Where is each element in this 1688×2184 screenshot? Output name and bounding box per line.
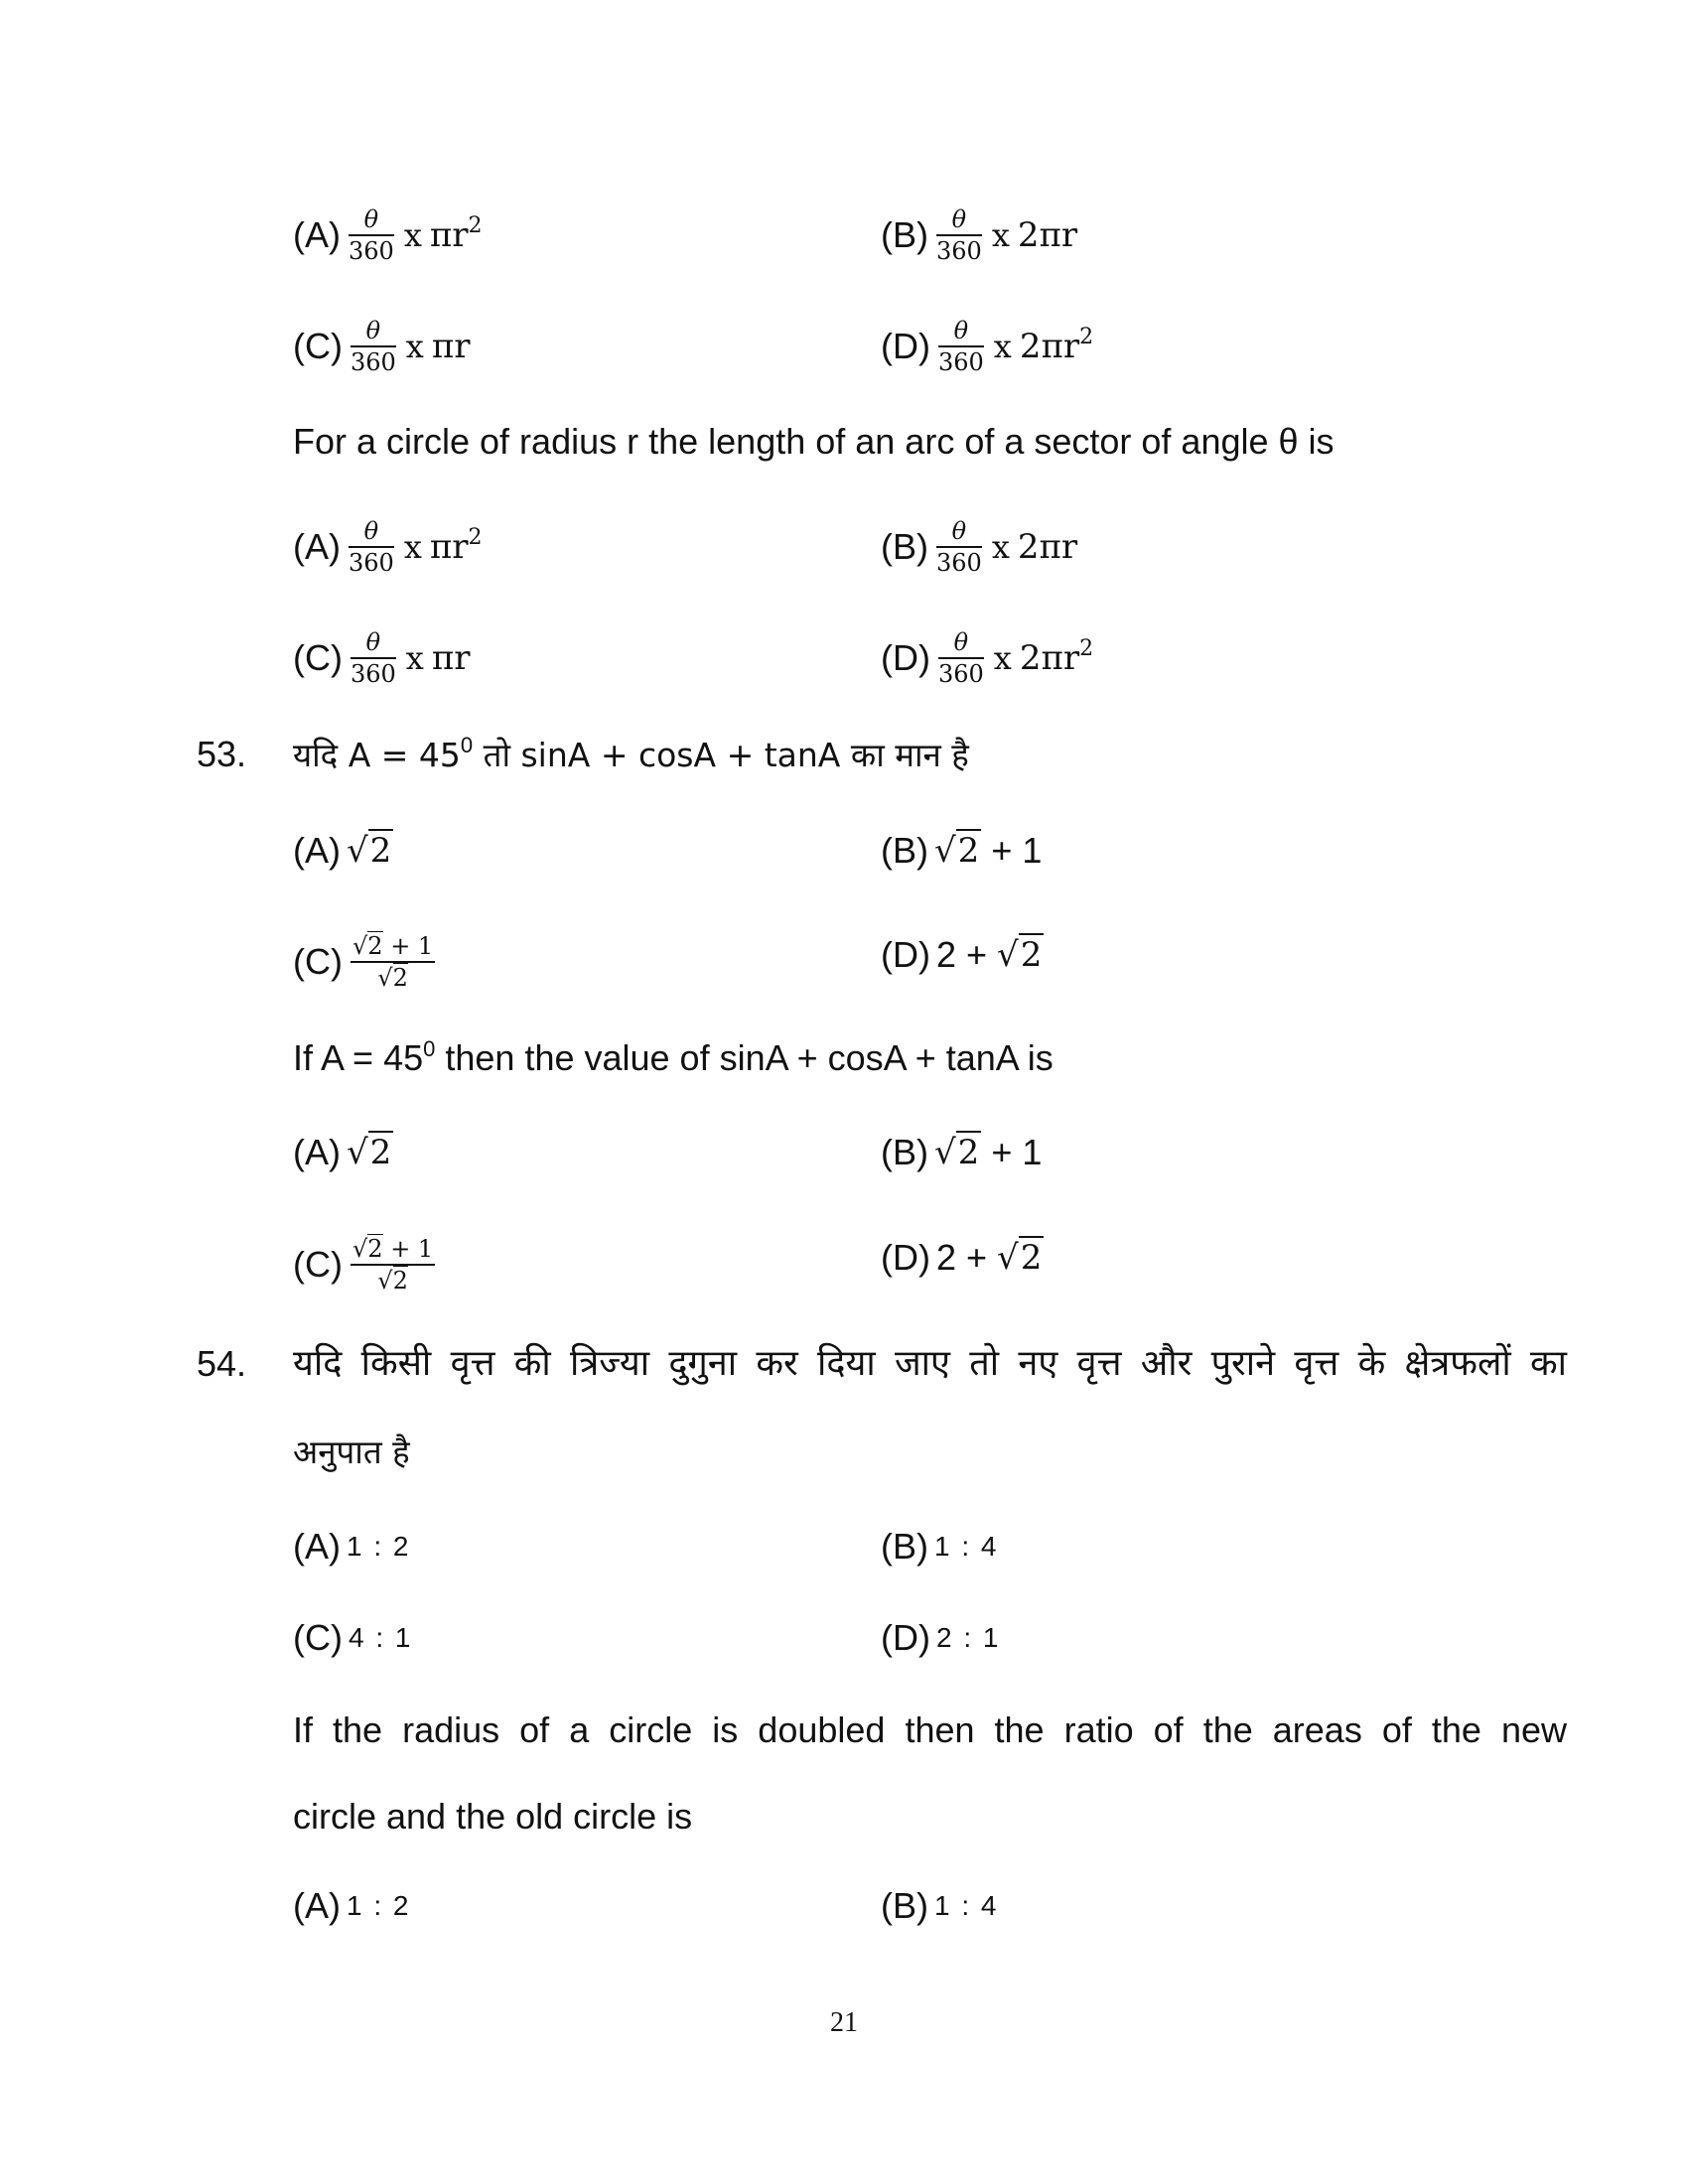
radicand: 2 <box>392 964 408 992</box>
frac-denominator: 360 <box>937 348 984 376</box>
q53-english-option-b <box>881 1131 1042 1174</box>
option-suffix: + 1 <box>981 830 1043 871</box>
q54-english-question-line1: If the radius of a circle is doubled then the ratio of the areas of the new <box>293 1709 1567 1750</box>
frac-numerator: θ <box>953 628 969 656</box>
q53-english-option-d <box>881 1236 1044 1280</box>
question-number-54: 54. <box>197 1343 247 1384</box>
q54-hindi-question-line2: अनुपात है <box>293 1433 410 1471</box>
option-label: (C) <box>293 941 343 982</box>
option-label: (B) <box>881 526 928 567</box>
option-label: (A) <box>293 830 341 871</box>
radicand: 2 <box>1020 935 1043 975</box>
fraction <box>938 629 984 687</box>
q54-hindi-option-c <box>293 1616 412 1660</box>
times-sign: x <box>993 328 1012 365</box>
num-suffix: + 1 <box>382 932 434 960</box>
times-sign: x <box>991 528 1010 566</box>
option-label: (A) <box>293 526 341 567</box>
option-expr <box>432 325 471 368</box>
q53-hindi-option-a <box>293 829 393 873</box>
q52-hindi-option-c <box>293 318 470 375</box>
frac-denominator: 360 <box>349 237 394 265</box>
option-value: 1 : 4 <box>934 1890 999 1921</box>
q53-english-option-a <box>293 1131 393 1174</box>
q52-hindi-option-b <box>881 206 1077 264</box>
option-expr <box>430 525 483 569</box>
option-value: 2 : 1 <box>935 1622 1001 1653</box>
radicand: 2 <box>369 1133 392 1172</box>
option-label: (D) <box>881 934 930 975</box>
option-value: 4 : 1 <box>348 1622 413 1653</box>
q53-hindi-option-d <box>881 933 1044 977</box>
fraction <box>351 318 396 375</box>
q52-english-question: For a circle of radius r the length of an arc of a sector of angle θ is <box>293 421 1335 462</box>
frac-numerator: θ <box>365 628 381 656</box>
q52-english-option-b <box>881 518 1077 576</box>
sqrt: √2 <box>997 1238 1043 1278</box>
q53-english-question <box>293 1036 1054 1080</box>
frac-denominator: 360 <box>937 660 984 688</box>
frac-numerator: θ <box>365 317 381 344</box>
option-label: (B) <box>881 1885 928 1926</box>
q53-english-post: then the value of sinA + cosA + tanA is <box>435 1037 1054 1078</box>
radicand: 2 <box>957 1133 980 1172</box>
frac-numerator: θ <box>951 205 967 233</box>
q53-hindi-pre: यदि A = 45 <box>293 736 461 774</box>
radicand: 2 <box>367 1235 383 1263</box>
frac-numerator: θ <box>363 205 379 233</box>
expr: 2πr <box>1017 215 1078 255</box>
fraction <box>351 933 435 991</box>
option-expr <box>1018 525 1077 569</box>
frac-denominator: 360 <box>936 549 982 577</box>
frac-denominator: 360 <box>936 237 982 265</box>
degree-superscript: 0 <box>460 733 474 757</box>
q53-hindi-option-b <box>881 829 1042 873</box>
option-label: (D) <box>881 637 930 678</box>
sqrt: √2 <box>934 831 980 871</box>
option-label: (C) <box>293 1617 343 1658</box>
expr: 2πr <box>1019 327 1080 366</box>
frac-numerator: √2 + 1 <box>352 1235 434 1263</box>
frac-numerator: θ <box>951 517 967 545</box>
q52-english-option-c <box>293 629 470 687</box>
option-expr <box>1018 213 1077 257</box>
radicand: 2 <box>392 1267 408 1295</box>
radicand: 2 <box>1020 1238 1043 1278</box>
fraction <box>936 518 982 576</box>
q52-english-option-d <box>881 629 1093 687</box>
times-sign: x <box>403 528 422 566</box>
sqrt: √2 <box>997 935 1043 975</box>
q53-hindi-post: तो sinA + cosA + tanA का मान है <box>473 736 969 774</box>
option-label: (B) <box>881 830 928 871</box>
expr: πr <box>429 215 469 255</box>
option-expr <box>1020 325 1093 368</box>
q54-hindi-option-d <box>881 1616 1000 1660</box>
frac-denominator: 360 <box>349 549 394 577</box>
expr: πr <box>431 638 471 678</box>
q53-hindi-option-c <box>293 933 441 991</box>
expr: πr <box>429 527 469 567</box>
q54-english-option-a <box>293 1884 410 1928</box>
expr: 2πr <box>1017 527 1078 567</box>
fraction <box>938 318 984 375</box>
frac-denominator: √2 <box>377 1267 408 1295</box>
times-sign: x <box>403 216 422 254</box>
q54-hindi-option-a <box>293 1525 410 1569</box>
exponent: 2 <box>1079 636 1094 661</box>
sqrt: √2 <box>347 1133 392 1172</box>
expr: πr <box>431 327 471 366</box>
option-prefix: 2 + <box>935 1237 998 1278</box>
option-expr <box>432 636 471 680</box>
degree-superscript: 0 <box>423 1036 436 1061</box>
radicand: 2 <box>369 831 392 871</box>
expr: 2πr <box>1019 638 1080 678</box>
num-suffix: + 1 <box>382 1235 434 1263</box>
times-sign: x <box>993 639 1012 677</box>
option-label: (A) <box>293 1132 341 1172</box>
q53-english-pre: If A = 45 <box>293 1037 424 1078</box>
q52-english-option-a <box>293 518 482 576</box>
option-expr <box>1020 636 1093 680</box>
page-number: 21 <box>830 2007 858 2038</box>
q54-hindi-option-b <box>881 1525 998 1569</box>
sqrt: √2 <box>934 1133 980 1172</box>
option-label: (A) <box>293 1526 341 1567</box>
sqrt: √2 <box>347 831 392 871</box>
option-suffix: + 1 <box>981 1132 1043 1172</box>
times-sign: x <box>991 216 1010 254</box>
option-label: (B) <box>881 1132 928 1172</box>
option-label: (B) <box>881 214 928 255</box>
option-label: (D) <box>881 326 930 366</box>
question-number-53: 53. <box>197 734 247 774</box>
option-label: (D) <box>881 1617 930 1658</box>
q54-english-question-line2: circle and the old circle is <box>293 1796 693 1837</box>
exponent: 2 <box>1079 325 1094 349</box>
option-prefix: 2 + <box>935 934 998 975</box>
q52-hindi-option-a <box>293 206 482 264</box>
q53-hindi-question <box>293 733 969 777</box>
option-label: (C) <box>293 1244 343 1285</box>
option-value: 1 : 2 <box>347 1890 411 1921</box>
option-expr <box>430 213 483 257</box>
frac-denominator: √2 <box>377 964 408 992</box>
times-sign: x <box>405 639 424 677</box>
option-label: (C) <box>293 326 343 366</box>
q54-hindi-question-line1: यदि किसी वृत्त की त्रिज्या दुगुना कर दिया जाए तो नए वृत्त और पुराने वृत्त के क्षेत्रफलों का <box>293 1343 1567 1384</box>
frac-denominator: 360 <box>350 660 396 688</box>
option-value: 1 : 2 <box>347 1531 411 1562</box>
q53-english-option-c <box>293 1236 441 1294</box>
times-sign: x <box>405 328 424 365</box>
radicand: 2 <box>367 932 383 960</box>
option-label: (C) <box>293 637 343 678</box>
fraction <box>349 518 394 576</box>
option-value: 1 : 4 <box>934 1531 999 1562</box>
option-label: (B) <box>881 1526 928 1567</box>
fraction <box>351 629 396 687</box>
option-label: (A) <box>293 214 341 255</box>
frac-numerator: √2 + 1 <box>352 932 434 960</box>
radicand: 2 <box>957 831 980 871</box>
q54-english-option-b <box>881 1884 998 1928</box>
fraction <box>936 206 982 264</box>
option-label: (A) <box>293 1885 341 1926</box>
frac-numerator: θ <box>953 317 969 344</box>
exponent: 2 <box>468 525 483 550</box>
frac-numerator: θ <box>363 517 379 545</box>
frac-denominator: 360 <box>350 348 396 376</box>
q52-hindi-option-d <box>881 318 1093 375</box>
exponent: 2 <box>468 213 483 238</box>
fraction <box>351 1236 435 1294</box>
fraction <box>349 206 394 264</box>
option-label: (D) <box>881 1237 930 1278</box>
